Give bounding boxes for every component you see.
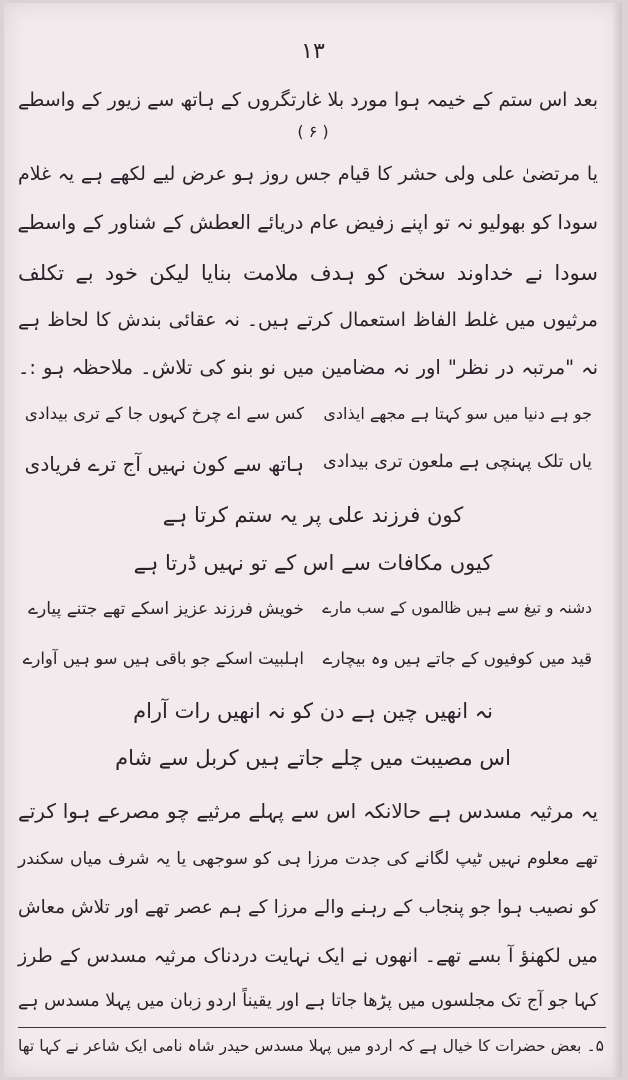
prose-line-8: تھے معلوم نہیں ٹیپ لگانے کی جدت مرزا ہی کو سوجھی یا یہ شرف میاں سکندر — [18, 849, 598, 869]
prose-line-5: مرثیوں میں غلط الفاظ استعمال کرتے ہیں۔ نہ عقائی بندش کا لحاظ ہے — [18, 309, 598, 331]
page-number: ۱۳ — [301, 39, 325, 64]
footnote-divider — [18, 1027, 606, 1028]
book-page — [4, 3, 622, 1077]
couplet-3-left: دشنہ و تیغ سے ہیں ظالموں کے سب مارے — [322, 599, 592, 617]
prose-line-7: یہ مرثیہ مسدس ہے حالانکہ اس سے پہلے مرثیے چو مصرعے ہوا کرتے — [18, 799, 598, 823]
couplet-1-right: کس سے اے چرخ کہوں جا کے تری بیدادی — [24, 404, 304, 423]
verse-line-2: یا مرتضیٰ علی ولی حشر کا قیام جس روز ہو عرض لیے لکھے ہے یہ غلام — [18, 163, 598, 185]
tip-line-2: کیوں مکافات سے اس کے تو نہیں ڈرتا ہے — [133, 551, 493, 575]
prose-line-10: میں لکھنؤ آ بسے تھے۔ انھوں نے ایک نہایت دردناک مرثیہ مسدس کے طرز — [18, 945, 598, 967]
page-edge-shadow — [612, 3, 622, 1077]
couplet-2-right: ہاتھ سے کون نہیں آج ترے فریادی — [24, 452, 304, 476]
prose-line-4: سودا نے خداوند سخن کو ہدف ملامت بنایا لیکن خود بے تکلف — [18, 261, 598, 285]
footnote: ۵۔ بعض حضرات کا خیال ہے کہ اردو میں پہلا مسدس حیدر شاہ نامی ایک شاعر نے کہا تھا — [18, 1037, 604, 1055]
couplet-2-left: یاں تلک پہنچی ہے ملعون تری بیدادی — [323, 452, 592, 472]
tip-line-4: اس مصیبت میں چلے جاتے ہیں کربل سے شام — [115, 746, 511, 770]
text-line-1: بعد اس ستم کے خیمہ ہوا مورد بلا غارتگروں کے ہاتھ سے زیور کے واسطے — [18, 89, 598, 111]
prose-line-11: کہا جو آج تک مجلسوں میں پڑھا جاتا ہے اور یقیناً اردو زبان میں پہلا مسدس ہے — [18, 991, 598, 1011]
tip-line-1: کون فرزند علی پر یہ ستم کرتا ہے — [162, 503, 464, 527]
prose-line-6: نہ "مرتبہ در نظر" اور نہ مضامین میں نو بنو کی تلاش۔ ملاحظہ ہو :۔ — [18, 356, 598, 379]
tip-line-3: نہ انھیں چین ہے دن کو نہ انھیں رات آرام — [133, 699, 493, 723]
verse-line-3: سودا کو بھولیو نہ تو اپنے زفیض عام دریائے العطش کے شناور کے واسطے — [17, 211, 598, 234]
prose-line-9: کو نصیب ہوا جو پنجاب کے رہنے والے مرزا کے ہم عصر تھے اور تلاش معاش — [18, 897, 598, 918]
couplet-3-right: خویش فرزند عزیز اسکے تھے جتنے پیارے — [28, 599, 304, 619]
couplet-4-right: اہلبیت اسکے جو باقی ہیں سو ہیں آوارے — [22, 649, 304, 668]
section-marker: ( ۶ ) — [297, 122, 329, 141]
couplet-4-left: قید میں کوفیوں کے جاتے ہیں وہ بیچارے — [322, 649, 592, 668]
couplet-1-left: جو ہے دنیا میں سو کہتا ہے مجھے ایذادی — [323, 404, 592, 423]
